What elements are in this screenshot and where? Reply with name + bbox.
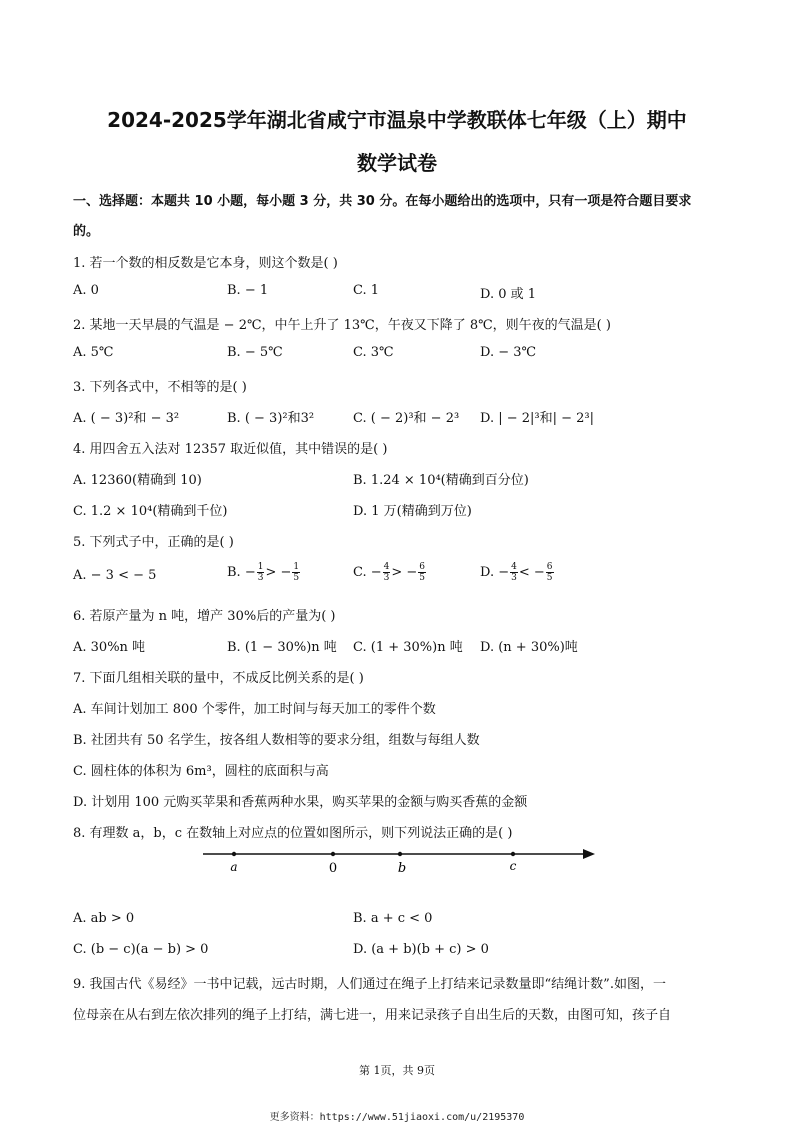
- q5-option-d: [480, 562, 555, 583]
- numerator: 6: [546, 562, 553, 572]
- q9-stem-line2: 位母亲在从右到左依次排列的绳子上打结，满七进一，用来记录孩子自出生后的天数，由图可知，孩子自: [73, 1008, 672, 1023]
- q1-option-b: B. − 1: [227, 283, 269, 298]
- q8-stem: 8. 有理数 a，b，c 在数轴上对应点的位置如图所示，则下列说法正确的是( ): [73, 826, 513, 841]
- q3-option-a: A. ( − 3)²和 − 3²: [73, 411, 180, 426]
- q2-option-c: C. 3℃: [353, 345, 394, 360]
- label-c: c: [509, 859, 517, 873]
- denominator: 5: [546, 573, 553, 583]
- q5-option-b: [227, 562, 301, 583]
- q4-option-d: D. 1 万(精确到万位): [353, 504, 472, 519]
- page-footer: 第 1页，共 9页: [359, 1064, 435, 1077]
- denominator: 3: [511, 573, 517, 583]
- q1-option-c: C. 1: [353, 283, 380, 298]
- q6-option-a: A. 30%n 吨: [73, 640, 146, 655]
- numerator: 1: [257, 562, 264, 572]
- q3-option-d: D. | − 2|³和| − 2³|: [480, 411, 595, 426]
- q4-option-b: B. 1.24 × 10⁴(精确到百分位): [353, 473, 529, 488]
- page-title-line2: 数学试卷: [357, 151, 437, 175]
- point-zero: [331, 852, 335, 856]
- q7-stem: 7. 下面几组相关联的量中，不成反比例关系的是( ): [73, 671, 364, 686]
- q6-option-b: B. (1 − 30%)n 吨: [227, 640, 337, 655]
- label-b: b: [397, 861, 407, 876]
- denominator: 3: [383, 573, 390, 583]
- q2-option-b: B. − 5℃: [227, 345, 283, 360]
- denominator: 3: [257, 573, 264, 583]
- q6-option-c: C. (1 + 30%)n 吨: [353, 640, 463, 655]
- section-heading: 一、选择题：本题共 10 小题，每小题 3 分，共 30 分。在每小题给出的选项中，只有一项是符合题目要求: [73, 194, 692, 209]
- number-line-arrow-icon: [583, 849, 595, 859]
- number-line-figure: [195, 842, 605, 882]
- fraction: [292, 562, 300, 583]
- numerator: 4: [511, 562, 517, 572]
- q2-option-a: A. 5℃: [73, 345, 114, 360]
- numerator: 6: [419, 562, 426, 572]
- q3-option-b: B. ( − 3)²和3²: [227, 411, 315, 426]
- page-title-line1: 2024-2025学年湖北省咸宁市温泉中学教联体七年级（上）期中: [107, 108, 687, 132]
- label-a: a: [230, 860, 238, 874]
- label-zero: 0: [328, 861, 338, 876]
- fraction: [546, 562, 554, 583]
- point-b: [398, 852, 402, 856]
- q1-option-d: D. 0 或 1: [480, 287, 537, 302]
- q5-b-mid: > −: [265, 565, 292, 580]
- fraction: [383, 562, 391, 583]
- q7-option-b: B. 社团共有 50 名学生，按各组人数相等的要求分组，组数与每组人数: [73, 733, 480, 748]
- q5-d-mid: < −: [518, 565, 545, 580]
- q5-d-prefix: D. −: [480, 565, 510, 580]
- q5-c-prefix: C. −: [353, 565, 382, 580]
- q7-option-c: C. 圆柱体的体积为 6m³，圆柱的底面积与高: [73, 764, 329, 779]
- q5-option-c: [353, 562, 427, 583]
- point-a: [232, 852, 236, 856]
- denominator: 5: [419, 573, 426, 583]
- q7-option-d: D. 计划用 100 元购买苹果和香蕉两种水果，购买苹果的金额与购买香蕉的金额: [73, 795, 528, 810]
- q4-stem: 4. 用四舍五入法对 12357 取近似值，其中错误的是( ): [73, 442, 388, 457]
- section-heading-cont: 的。: [73, 224, 100, 239]
- q5-c-mid: > −: [391, 565, 418, 580]
- denominator: 5: [293, 573, 300, 583]
- fraction: [257, 562, 265, 583]
- source-link: 更多资料：https://www.51jiaoxi.com/u/2195370: [269, 1112, 525, 1123]
- fraction: [418, 562, 426, 583]
- q6-stem: 6. 若原产量为 n 吨，增产 30%后的产量为( ): [73, 609, 336, 624]
- q8-option-b: B. a + c < 0: [353, 911, 433, 926]
- q5-b-prefix: B. −: [227, 565, 256, 580]
- q5-option-a: A. − 3 < − 5: [73, 568, 157, 583]
- q2-stem: 2. 某地一天早晨的气温是 − 2℃，中午上升了 13℃，午夜又下降了 8℃，则午夜的气温是( ): [73, 318, 611, 333]
- q1-stem: 1. 若一个数的相反数是它本身，则这个数是( ): [73, 256, 338, 271]
- q5-stem: 5. 下列式子中，正确的是( ): [73, 535, 234, 550]
- q2-option-d: D. − 3℃: [480, 345, 537, 360]
- q8-option-a: A. ab > 0: [73, 911, 135, 926]
- numerator: 4: [383, 562, 390, 572]
- q7-option-a: A. 车间计划加工 800 个零件，加工时间与每天加工的零件个数: [73, 702, 436, 717]
- point-c: [511, 852, 515, 856]
- q8-option-d: D. (a + b)(b + c) > 0: [353, 942, 489, 957]
- q3-option-c: C. ( − 2)³和 − 2³: [353, 411, 460, 426]
- q4-option-c: C. 1.2 × 10⁴(精确到千位): [73, 504, 228, 519]
- q3-stem: 3. 下列各式中，不相等的是( ): [73, 380, 247, 395]
- q1-option-a: A. 0: [73, 283, 99, 298]
- fraction: [510, 562, 518, 583]
- q8-option-c: C. (b − c)(a − b) > 0: [73, 942, 209, 957]
- q9-stem-line1: 9. 我国古代《易经》一书中记载，远古时期，人们通过在绳子上打结来记录数量即“结绳计数”.如图，一: [73, 977, 666, 992]
- q4-option-a: A. 12360(精确到 10): [73, 473, 202, 488]
- numerator: 1: [293, 562, 300, 572]
- q6-option-d: D. (n + 30%)吨: [480, 640, 578, 655]
